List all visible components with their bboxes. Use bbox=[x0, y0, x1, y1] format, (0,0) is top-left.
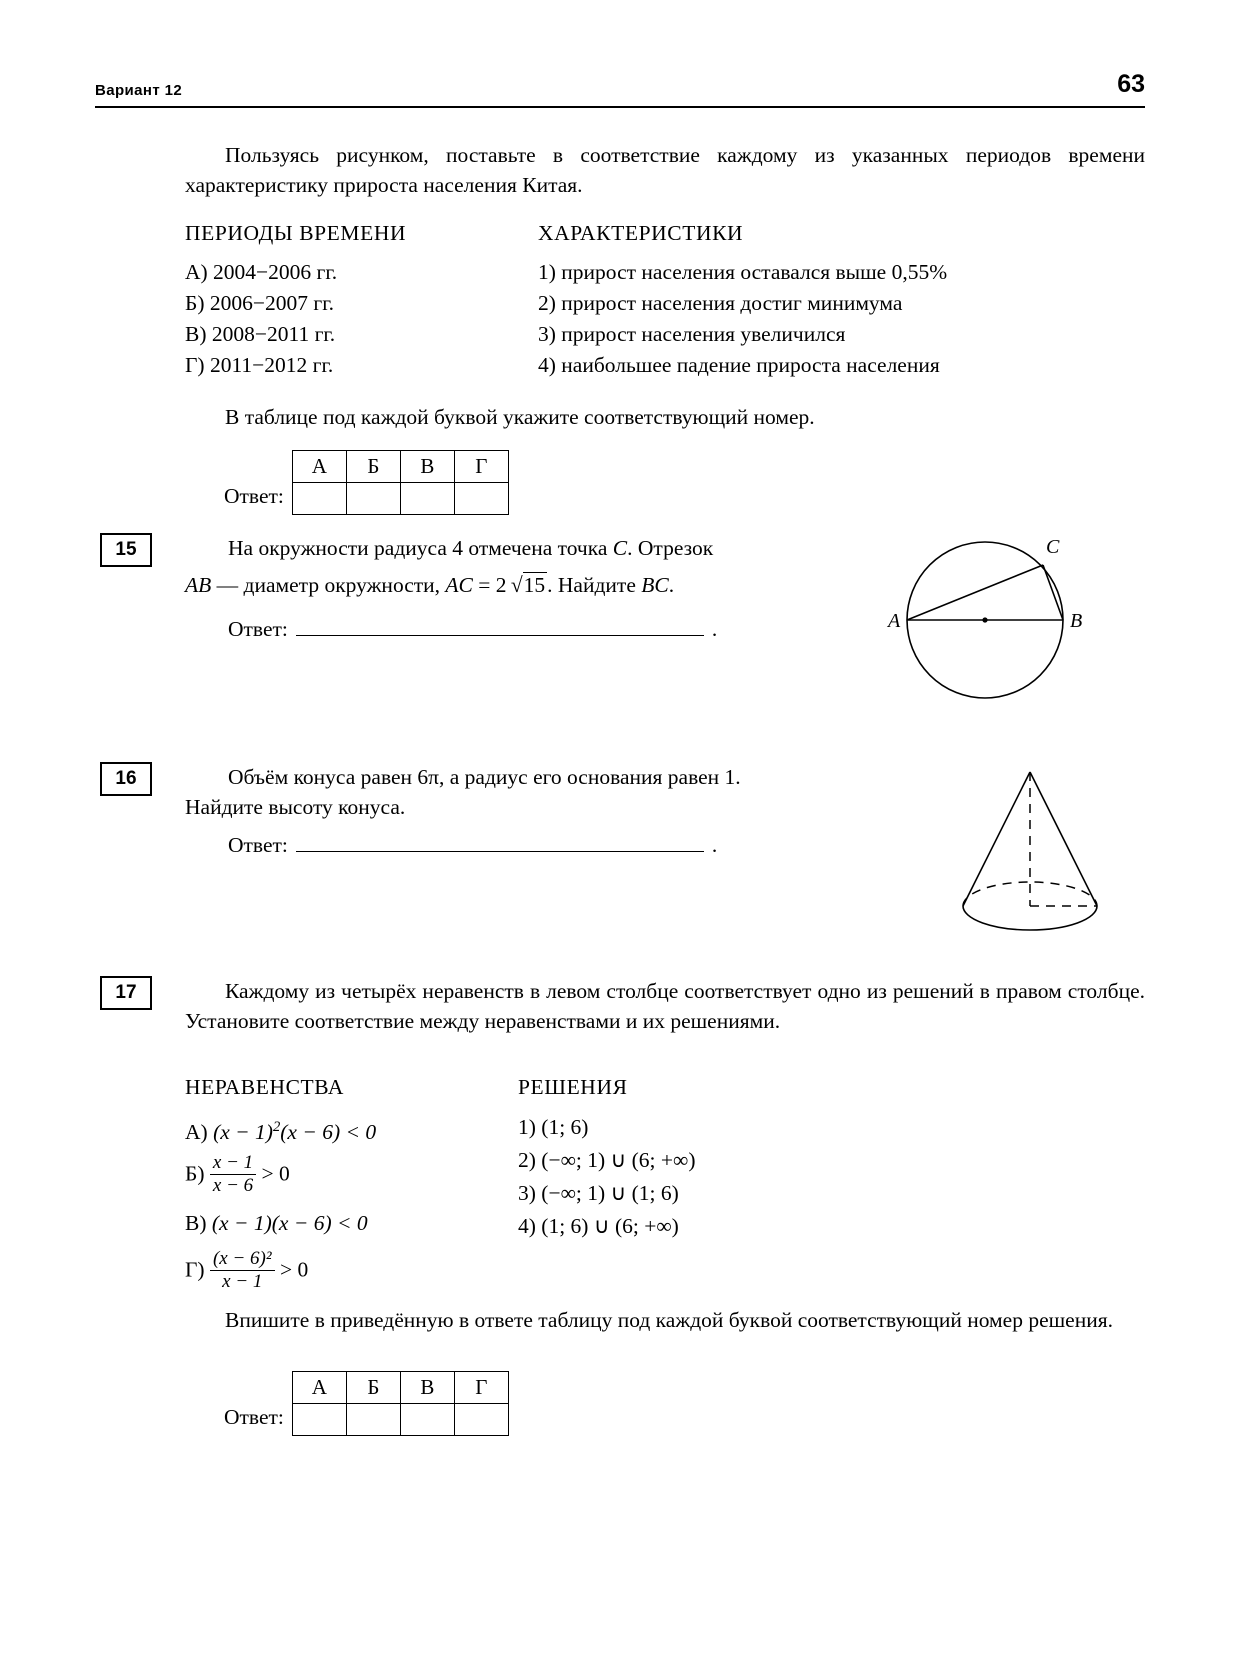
task15-answer-period: . bbox=[711, 617, 718, 641]
task17-cell-g[interactable] bbox=[454, 1404, 508, 1436]
page-header bbox=[95, 70, 1145, 99]
task17-answer-table[interactable] bbox=[292, 1371, 509, 1436]
task14-cell-b[interactable] bbox=[346, 483, 400, 515]
table-row bbox=[292, 451, 508, 483]
task15-segment-bc: BC bbox=[641, 573, 669, 597]
header-divider bbox=[95, 106, 1145, 108]
task14-answer-block bbox=[224, 450, 509, 515]
task14-characteristic-1: 1) прирост населения оставался выше 0,55% bbox=[538, 260, 948, 284]
task17-intro: Каждому из четырёх неравенств в левом столбце соответствует одно из решений в правом столбце. Установите соответствие между неравенствами и их решениями. bbox=[185, 979, 1145, 1033]
task16-answer-period: . bbox=[711, 833, 718, 857]
task14-period-4: Г) 2011−2012 гг. bbox=[185, 353, 334, 377]
task15-radicand: 15 bbox=[523, 573, 546, 597]
task15-segment-ab: AB bbox=[185, 573, 212, 597]
task17-solution-2: 2) (−∞; 1) ∪ (6; +∞) bbox=[518, 1148, 696, 1172]
task17-answer-label: Ответ: bbox=[224, 1405, 284, 1429]
table-row bbox=[292, 483, 508, 515]
task15-circle-figure bbox=[880, 528, 1110, 713]
svg-text:A: A bbox=[888, 610, 901, 632]
task17-inequality-2 bbox=[185, 1152, 290, 1197]
task14-characteristic-3: 3) прирост населения увеличился bbox=[538, 322, 846, 346]
task17-cell-a[interactable] bbox=[292, 1404, 346, 1436]
task14-characteristic-4: 4) наибольшее падение прироста населения bbox=[538, 353, 940, 377]
task17-frac-g-den: x − 1 bbox=[210, 1270, 275, 1293]
task14-cell-a[interactable] bbox=[292, 483, 346, 515]
task14-period-3: В) 2008−2011 гг. bbox=[185, 322, 336, 346]
task16-statement-line1: Объём конуса равен 6π, а радиус его основания равен 1. bbox=[228, 765, 741, 789]
task17-solution-1: 1) (1; 6) bbox=[518, 1115, 589, 1139]
task14-col1-title: ПЕРИОДЫ ВРЕМЕНИ bbox=[185, 221, 407, 245]
task17-expr-v: (x − 1)(x − 6) < 0 bbox=[211, 1211, 368, 1235]
task17-col2-title: РЕШЕНИЯ bbox=[518, 1075, 628, 1099]
task17-fraction-g bbox=[210, 1248, 275, 1293]
task15-text-part4: . Найдите bbox=[547, 573, 642, 597]
task17-inequality-3 bbox=[185, 1208, 368, 1238]
task14-header-v: В bbox=[400, 451, 454, 483]
task17-inequality-4 bbox=[185, 1248, 308, 1293]
task14-characteristic-2: 2) прирост населения достиг минимума bbox=[538, 291, 903, 315]
task14-answer-table[interactable] bbox=[292, 450, 509, 515]
task17-header-v: В bbox=[400, 1372, 454, 1404]
task17-header-b: Б bbox=[346, 1372, 400, 1404]
task17-header-a: А bbox=[292, 1372, 346, 1404]
task15-answer-input[interactable] bbox=[296, 619, 704, 636]
task16-cone-figure bbox=[868, 760, 1118, 940]
task14-answer-label: Ответ: bbox=[224, 484, 284, 508]
task-number-16: 16 bbox=[100, 762, 152, 796]
task17-answer-block bbox=[224, 1371, 509, 1436]
task-number-15: 15 bbox=[100, 533, 152, 567]
task17-label-g: Г) bbox=[185, 1257, 205, 1282]
svg-text:B: B bbox=[1070, 610, 1083, 632]
task16-answer-line bbox=[228, 833, 717, 858]
task14-col2-title: ХАРАКТЕРИСТИКИ bbox=[538, 221, 744, 245]
task17-instruction: Впишите в приведённую в ответе таблицу под каждой буквой соответствующий номер решения. bbox=[225, 1308, 1113, 1332]
task15-point-c: C bbox=[612, 536, 628, 560]
task15-statement bbox=[228, 533, 888, 563]
table-row bbox=[292, 1372, 508, 1404]
task17-solution-4: 4) (1; 6) ∪ (6; +∞) bbox=[518, 1214, 679, 1238]
task15-text-part2: . Отрезок bbox=[627, 536, 714, 560]
task17-frac-b-tail: > 0 bbox=[261, 1161, 290, 1186]
task14-intro: Пользуясь рисунком, поставьте в соответствие каждому из указанных периодов времени характеристику прироста населения Китая. bbox=[185, 143, 1145, 197]
task17-solution-3: 3) (−∞; 1) ∪ (1; 6) bbox=[518, 1181, 679, 1205]
task17-label-v: В) bbox=[185, 1211, 207, 1235]
task14-period-2: Б) 2006−2007 гг. bbox=[185, 291, 334, 315]
svg-text:C: C bbox=[1046, 536, 1060, 558]
task14-cell-g[interactable] bbox=[454, 483, 508, 515]
task17-cell-b[interactable] bbox=[346, 1404, 400, 1436]
task15-text-eq: = 2 bbox=[472, 573, 507, 597]
task17-expr-a: $(x - 1)^2(x - 6) < 0$ bbox=[213, 1119, 377, 1145]
task14-header-b: Б bbox=[346, 451, 400, 483]
table-row bbox=[292, 1404, 508, 1436]
task14-header-g: Г bbox=[454, 451, 508, 483]
task17-frac-b-num: x − 1 bbox=[212, 1152, 254, 1173]
task14-header-a: А bbox=[292, 451, 346, 483]
task15-segment-ac: AC bbox=[445, 573, 473, 597]
task17-inequality-1 bbox=[185, 1112, 376, 1147]
task17-fraction-b bbox=[210, 1152, 256, 1197]
task16-answer-label: Ответ: bbox=[228, 833, 288, 857]
task14-instruction: В таблице под каждой буквой укажите соответствующий номер. bbox=[225, 405, 815, 429]
task16-statement-line2: Найдите высоту конуса. bbox=[185, 795, 406, 819]
task17-frac-g-num: (x − 6)² bbox=[212, 1248, 272, 1269]
sqrt-icon: √15 bbox=[506, 573, 546, 597]
task15-statement-line2 bbox=[185, 570, 885, 600]
task15-answer-label: Ответ: bbox=[228, 617, 288, 641]
task17-frac-b-den: x − 6 bbox=[210, 1174, 256, 1197]
task17-cell-v[interactable] bbox=[400, 1404, 454, 1436]
task15-answer-line bbox=[228, 617, 717, 642]
page-number: 63 bbox=[1117, 70, 1145, 98]
task15-text-part1: На окружности радиуса 4 отмечена точка bbox=[228, 536, 613, 560]
task17-label-a: А) bbox=[185, 1120, 208, 1145]
task17-col1-title: НЕРАВЕНСТВА bbox=[185, 1075, 344, 1099]
task14-cell-v[interactable] bbox=[400, 483, 454, 515]
task17-label-b: Б) bbox=[185, 1161, 205, 1186]
task17-frac-g-tail: > 0 bbox=[279, 1257, 309, 1282]
task17-header-g: Г bbox=[454, 1372, 508, 1404]
task15-text-dot: . bbox=[668, 573, 675, 597]
task14-period-1: А) 2004−2006 гг. bbox=[185, 260, 338, 284]
task16-answer-input[interactable] bbox=[296, 835, 704, 852]
task15-text-part3: — диаметр окружности, bbox=[211, 573, 446, 597]
variant-label: Вариант 12 bbox=[95, 82, 183, 99]
task-number-17: 17 bbox=[100, 976, 152, 1010]
